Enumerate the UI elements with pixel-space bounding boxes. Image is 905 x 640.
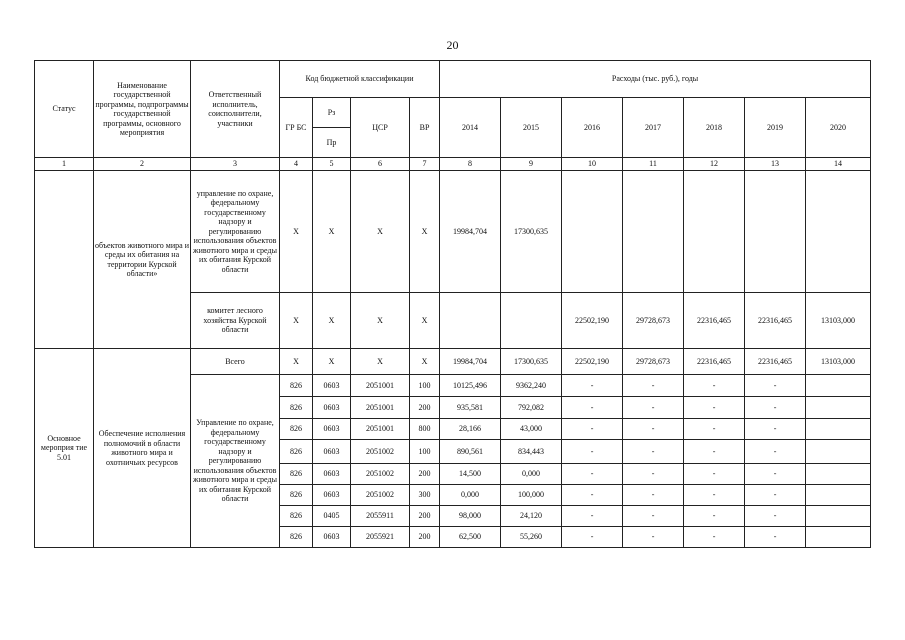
- grbs-cell: Х: [280, 349, 313, 375]
- y2015-cell: 55,260: [501, 527, 562, 548]
- y2018-cell: -: [684, 506, 745, 527]
- rz-pr-cell: 0603: [313, 485, 351, 506]
- y2015-cell: 834,443: [501, 440, 562, 464]
- y2018-cell: -: [684, 375, 745, 397]
- vr-cell: 100: [410, 440, 440, 464]
- y2019-cell: 22316,465: [745, 293, 806, 349]
- y2014-cell: 98,000: [440, 506, 501, 527]
- rz-pr-cell: 0405: [313, 506, 351, 527]
- vr-cell: 100: [410, 375, 440, 397]
- y2014-cell: [440, 293, 501, 349]
- y2018-cell: 22316,465: [684, 349, 745, 375]
- y2017-cell: -: [623, 419, 684, 440]
- grbs-cell: Х: [280, 293, 313, 349]
- y2019-cell: -: [745, 419, 806, 440]
- y2016-cell: -: [562, 506, 623, 527]
- column-number: 3: [191, 158, 280, 171]
- y2015-cell: 17300,635: [501, 349, 562, 375]
- grbs-cell: Х: [280, 171, 313, 293]
- csr-cell: Х: [351, 349, 410, 375]
- vr-cell: 200: [410, 397, 440, 419]
- column-number: 1: [35, 158, 94, 171]
- vr-cell: 200: [410, 464, 440, 485]
- y2017-cell: -: [623, 397, 684, 419]
- y2018-cell: -: [684, 397, 745, 419]
- y2020-cell: [806, 506, 871, 527]
- header-vr: ВР: [410, 98, 440, 158]
- y2017-cell: 29728,673: [623, 293, 684, 349]
- column-number-row: [35, 158, 871, 171]
- y2018-cell: 22316,465: [684, 293, 745, 349]
- responsible-cell: комитет лесного хозяйства Курской области: [191, 293, 280, 349]
- header-responsible: Ответственный исполнитель, соисполнители, участники: [191, 61, 280, 158]
- rz-pr-cell: 0603: [313, 419, 351, 440]
- csr-cell: 2051001: [351, 419, 410, 440]
- rz-pr-cell: 0603: [313, 375, 351, 397]
- page-number: 20: [446, 38, 459, 52]
- grbs-cell: 826: [280, 375, 313, 397]
- y2018-cell: -: [684, 485, 745, 506]
- y2014-cell: 28,166: [440, 419, 501, 440]
- column-number: 11: [623, 158, 684, 171]
- y2020-cell: [806, 171, 871, 293]
- y2020-cell: [806, 527, 871, 548]
- status-cell: Основное мероприя тие 5.01: [35, 349, 94, 548]
- y2015-cell: [501, 293, 562, 349]
- column-number: 2: [94, 158, 191, 171]
- y2016-cell: [562, 171, 623, 293]
- y2014-cell: 10125,496: [440, 375, 501, 397]
- header-csr: ЦСР: [351, 98, 410, 158]
- y2015-cell: 792,082: [501, 397, 562, 419]
- rz-pr-cell: 0603: [313, 397, 351, 419]
- y2019-cell: -: [745, 440, 806, 464]
- y2020-cell: [806, 464, 871, 485]
- y2017-cell: -: [623, 440, 684, 464]
- y2018-cell: [684, 171, 745, 293]
- header-year: 2018: [684, 98, 745, 158]
- y2018-cell: -: [684, 464, 745, 485]
- column-number: 13: [745, 158, 806, 171]
- y2020-cell: [806, 419, 871, 440]
- y2016-cell: -: [562, 375, 623, 397]
- y2014-cell: 890,561: [440, 440, 501, 464]
- responsible-cell: Управление по охране, федеральному государственному надзору и регулированию использования объектов животного мира и среды их обитания Курской области: [191, 375, 280, 548]
- rz-pr-cell: 0603: [313, 527, 351, 548]
- y2016-cell: -: [562, 419, 623, 440]
- header-rz: Рз: [313, 98, 351, 128]
- header-grbs: ГР БС: [280, 98, 313, 158]
- responsible-cell: Всего: [191, 349, 280, 375]
- y2015-cell: 24,120: [501, 506, 562, 527]
- rz-pr-cell: Х: [313, 171, 351, 293]
- column-number: 7: [410, 158, 440, 171]
- csr-cell: 2051002: [351, 464, 410, 485]
- y2019-cell: -: [745, 506, 806, 527]
- y2014-cell: 19984,704: [440, 171, 501, 293]
- y2019-cell: -: [745, 397, 806, 419]
- column-number: 6: [351, 158, 410, 171]
- vr-cell: 800: [410, 419, 440, 440]
- vr-cell: Х: [410, 171, 440, 293]
- csr-cell: 2055921: [351, 527, 410, 548]
- y2015-cell: 9362,240: [501, 375, 562, 397]
- y2016-cell: -: [562, 464, 623, 485]
- y2017-cell: -: [623, 506, 684, 527]
- y2016-cell: -: [562, 397, 623, 419]
- y2018-cell: -: [684, 440, 745, 464]
- rz-pr-cell: Х: [313, 349, 351, 375]
- y2020-cell: [806, 397, 871, 419]
- rz-pr-cell: Х: [313, 293, 351, 349]
- y2017-cell: [623, 171, 684, 293]
- csr-cell: 2055911: [351, 506, 410, 527]
- y2016-cell: 22502,190: [562, 293, 623, 349]
- y2019-cell: -: [745, 464, 806, 485]
- column-number: 14: [806, 158, 871, 171]
- header-year: 2015: [501, 98, 562, 158]
- column-number: 4: [280, 158, 313, 171]
- header-year: 2019: [745, 98, 806, 158]
- y2014-cell: 62,500: [440, 527, 501, 548]
- csr-cell: 2051001: [351, 397, 410, 419]
- y2014-cell: 0,000: [440, 485, 501, 506]
- y2018-cell: -: [684, 527, 745, 548]
- vr-cell: Х: [410, 349, 440, 375]
- csr-cell: 2051002: [351, 485, 410, 506]
- y2020-cell: [806, 440, 871, 464]
- y2014-cell: 14,500: [440, 464, 501, 485]
- y2019-cell: -: [745, 485, 806, 506]
- header-expenses: Расходы (тыс. руб.), годы: [440, 61, 871, 98]
- y2020-cell: 13103,000: [806, 293, 871, 349]
- y2015-cell: 43,000: [501, 419, 562, 440]
- y2019-cell: -: [745, 375, 806, 397]
- y2015-cell: 17300,635: [501, 171, 562, 293]
- csr-cell: 2051001: [351, 375, 410, 397]
- y2015-cell: 100,000: [501, 485, 562, 506]
- table-row: [35, 349, 871, 375]
- vr-cell: 300: [410, 485, 440, 506]
- y2018-cell: -: [684, 419, 745, 440]
- grbs-cell: 826: [280, 506, 313, 527]
- grbs-cell: 826: [280, 440, 313, 464]
- y2016-cell: 22502,190: [562, 349, 623, 375]
- y2020-cell: [806, 375, 871, 397]
- header-budget-code: Код бюджетной классификации: [280, 61, 440, 98]
- grbs-cell: 826: [280, 397, 313, 419]
- rz-pr-cell: 0603: [313, 440, 351, 464]
- csr-cell: Х: [351, 171, 410, 293]
- y2015-cell: 0,000: [501, 464, 562, 485]
- y2019-cell: [745, 171, 806, 293]
- header-year: 2020: [806, 98, 871, 158]
- y2017-cell: -: [623, 464, 684, 485]
- vr-cell: 200: [410, 527, 440, 548]
- header-year: 2016: [562, 98, 623, 158]
- vr-cell: Х: [410, 293, 440, 349]
- y2017-cell: 29728,673: [623, 349, 684, 375]
- responsible-cell: управление по охране, федеральному государственному надзору и регулированию использования объектов животного мира и среды их обитания Курской области: [191, 171, 280, 293]
- grbs-cell: 826: [280, 485, 313, 506]
- header-program-name: Наименование государственной программы, подпрограммы государственной программы, основного мероприятия: [94, 61, 191, 158]
- column-number: 9: [501, 158, 562, 171]
- column-number: 5: [313, 158, 351, 171]
- csr-cell: Х: [351, 293, 410, 349]
- y2016-cell: -: [562, 485, 623, 506]
- y2014-cell: 935,581: [440, 397, 501, 419]
- header-pr: Пр: [313, 128, 351, 158]
- vr-cell: 200: [410, 506, 440, 527]
- grbs-cell: 826: [280, 464, 313, 485]
- grbs-cell: 826: [280, 527, 313, 548]
- csr-cell: 2051002: [351, 440, 410, 464]
- column-number: 10: [562, 158, 623, 171]
- y2019-cell: 22316,465: [745, 349, 806, 375]
- y2020-cell: [806, 485, 871, 506]
- status-cell: [35, 171, 94, 349]
- y2020-cell: 13103,000: [806, 349, 871, 375]
- y2017-cell: -: [623, 527, 684, 548]
- program-name-cell: объектов животного мира и среды их обитания на территории Курской области»: [94, 171, 191, 349]
- header-status: Статус: [35, 61, 94, 158]
- rz-pr-cell: 0603: [313, 464, 351, 485]
- header-year: 2017: [623, 98, 684, 158]
- column-number: 12: [684, 158, 745, 171]
- y2016-cell: -: [562, 440, 623, 464]
- table-row: [35, 171, 871, 293]
- y2019-cell: -: [745, 527, 806, 548]
- budget-table: [34, 60, 871, 548]
- column-number: 8: [440, 158, 501, 171]
- program-name-cell: Обеспечение исполнения полномочий в области животного мира и охотничьих ресурсов: [94, 349, 191, 548]
- y2017-cell: -: [623, 485, 684, 506]
- y2014-cell: 19984,704: [440, 349, 501, 375]
- y2016-cell: -: [562, 527, 623, 548]
- grbs-cell: 826: [280, 419, 313, 440]
- header-year: 2014: [440, 98, 501, 158]
- y2017-cell: -: [623, 375, 684, 397]
